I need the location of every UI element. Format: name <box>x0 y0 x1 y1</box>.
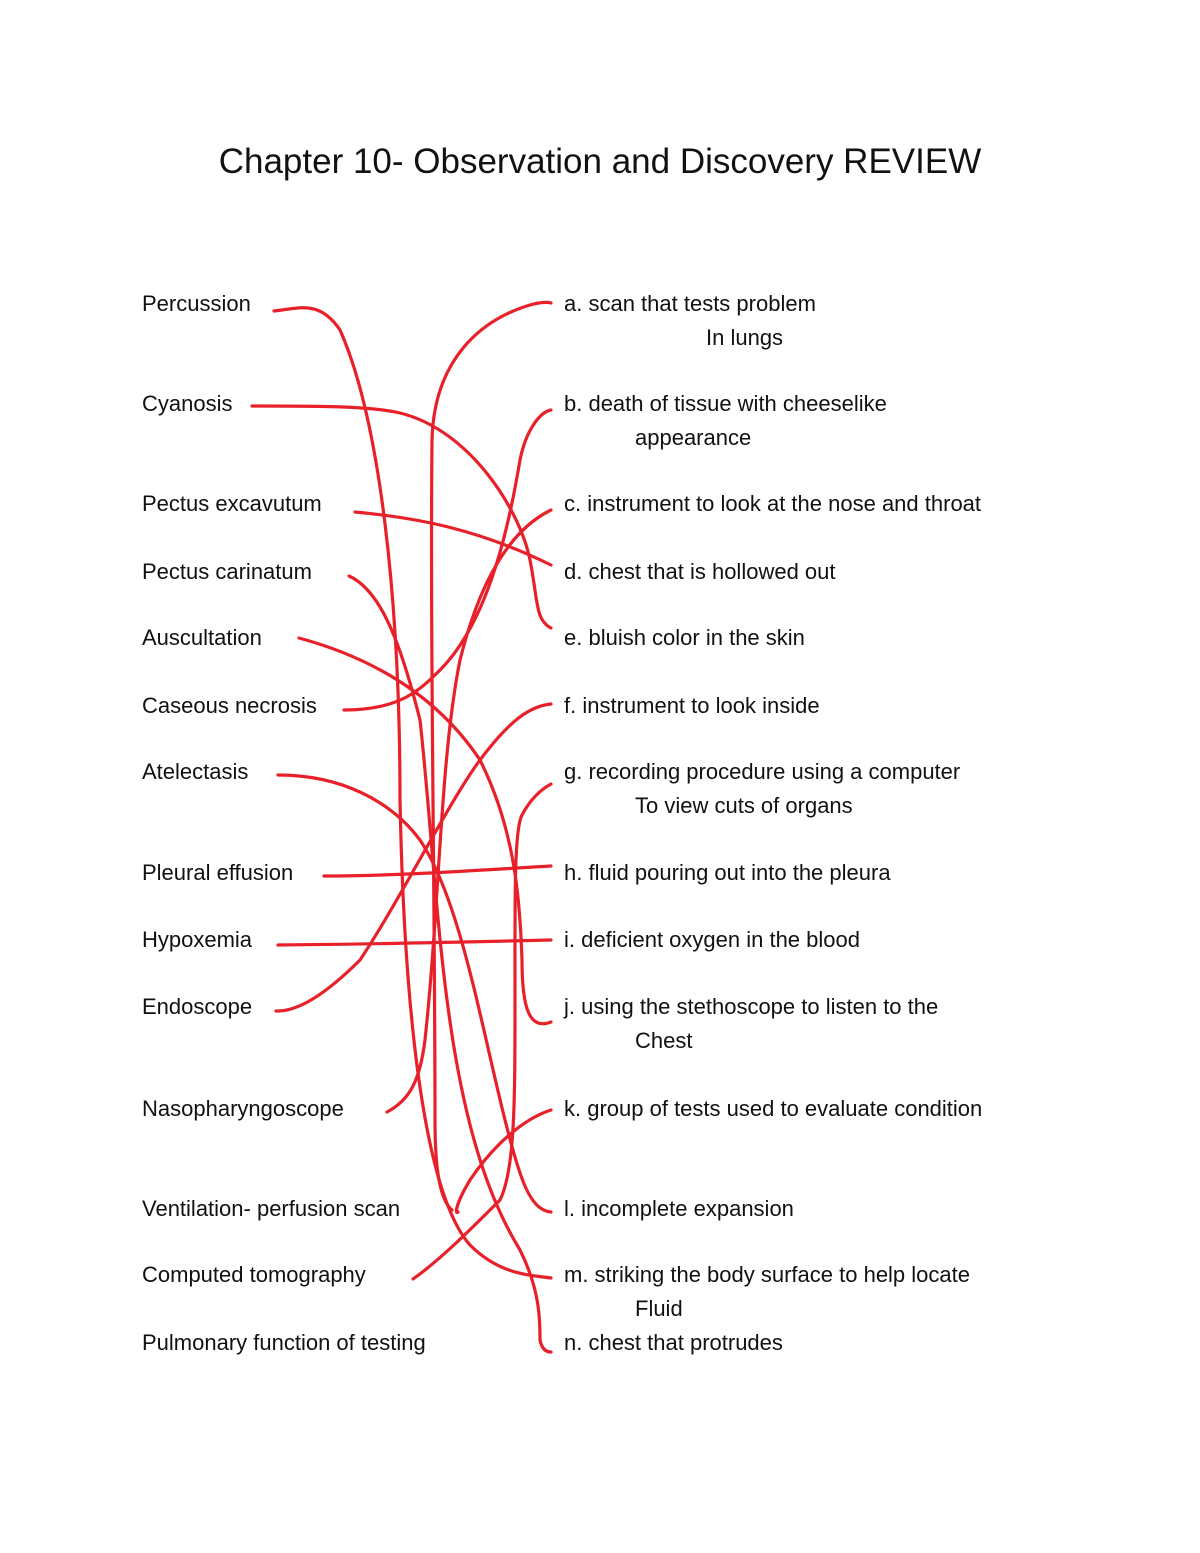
term-ventilation-perfusion-scan: Ventilation- perfusion scan <box>142 1196 401 1221</box>
page-title: Chapter 10- Observation and Discovery REVIEW <box>218 142 982 181</box>
term-pleural-effusion: Pleural effusion <box>142 860 294 885</box>
definition-d <box>564 555 836 589</box>
definition-m-line1: m. striking the body surface to help locate <box>564 1262 970 1287</box>
match-line-pectus-excavatum-d <box>355 512 551 565</box>
match-line-auscultation-j <box>299 638 551 1024</box>
definition-m-line2: Fluid <box>635 1296 683 1321</box>
definition-n-line1: n. chest that protrudes <box>564 1330 783 1355</box>
match-line-ventilation-perfusion-a <box>432 302 551 1210</box>
definition-l-line1: l. incomplete expansion <box>564 1196 794 1221</box>
definition-k <box>564 1092 982 1126</box>
term-pulmonary-function-testing: Pulmonary function of testing <box>142 1330 426 1355</box>
definition-g-line1: g. recording procedure using a computer <box>564 759 961 784</box>
definition-c <box>564 487 981 521</box>
definition-a <box>564 287 816 355</box>
term-endoscope: Endoscope <box>142 994 253 1019</box>
term-cyanosis: Cyanosis <box>142 391 233 416</box>
definition-a-line2: In lungs <box>706 325 784 350</box>
definition-b-line2: appearance <box>635 425 752 450</box>
term-atelectasis: Atelectasis <box>142 759 249 784</box>
match-line-atelectasis-l <box>278 775 551 1212</box>
definition-h-line1: h. fluid pouring out into the pleura <box>564 860 891 885</box>
match-line-nasopharyngoscope-c <box>387 510 551 1112</box>
definition-i-line1: i. deficient oxygen in the blood <box>564 927 860 952</box>
match-line-caseous-necrosis-b <box>344 410 551 710</box>
definition-k-line1: k. group of tests used to evaluate condition <box>564 1096 983 1121</box>
definition-g <box>564 755 960 823</box>
definition-j-line1: j. using the stethoscope to listen to the <box>564 994 939 1019</box>
definition-a-line1: a. scan that tests problem <box>564 291 816 316</box>
match-line-k-to-computed-tomography <box>456 1110 551 1213</box>
definition-i <box>564 923 860 957</box>
term-hypoxemia: Hypoxemia <box>142 927 253 952</box>
term-percussion: Percussion <box>142 291 251 316</box>
definition-j <box>564 990 938 1058</box>
definition-h <box>564 856 891 890</box>
term-auscultation: Auscultation <box>142 625 262 650</box>
match-line-percussion-m <box>274 308 551 1278</box>
definition-f-line1: f. instrument to look inside <box>564 693 820 718</box>
definition-b-line1: b. death of tissue with cheeselike <box>564 391 887 416</box>
match-line-hypoxemia-i <box>278 940 551 945</box>
term-caseous-necrosis: Caseous necrosis <box>142 693 317 718</box>
match-line-endoscope-f <box>276 704 551 1011</box>
match-line-computed-tomography-g <box>413 784 551 1279</box>
definition-m <box>564 1258 970 1326</box>
term-pectus-carinatum: Pectus carinatum <box>142 559 312 584</box>
definition-f <box>564 689 820 723</box>
definition-l <box>564 1192 794 1226</box>
definition-n <box>564 1326 783 1360</box>
definition-g-line2: To view cuts of organs <box>635 793 853 818</box>
definition-d-line1: d. chest that is hollowed out <box>564 559 836 584</box>
term-pectus-excavatum: Pectus excavutum <box>142 491 322 516</box>
term-nasopharyngoscope: Nasopharyngoscope <box>142 1096 344 1121</box>
match-line-pleural-effusion-h <box>324 866 551 876</box>
definition-j-line2: Chest <box>635 1028 693 1053</box>
term-computed-tomography: Computed tomography <box>142 1262 366 1287</box>
definition-e-line1: e. bluish color in the skin <box>564 625 805 650</box>
definition-b <box>564 387 887 455</box>
definition-e <box>564 621 805 655</box>
definition-c-line1: c. instrument to look at the nose and throat <box>564 491 982 516</box>
match-line-pectus-carinatum-n <box>349 576 551 1352</box>
